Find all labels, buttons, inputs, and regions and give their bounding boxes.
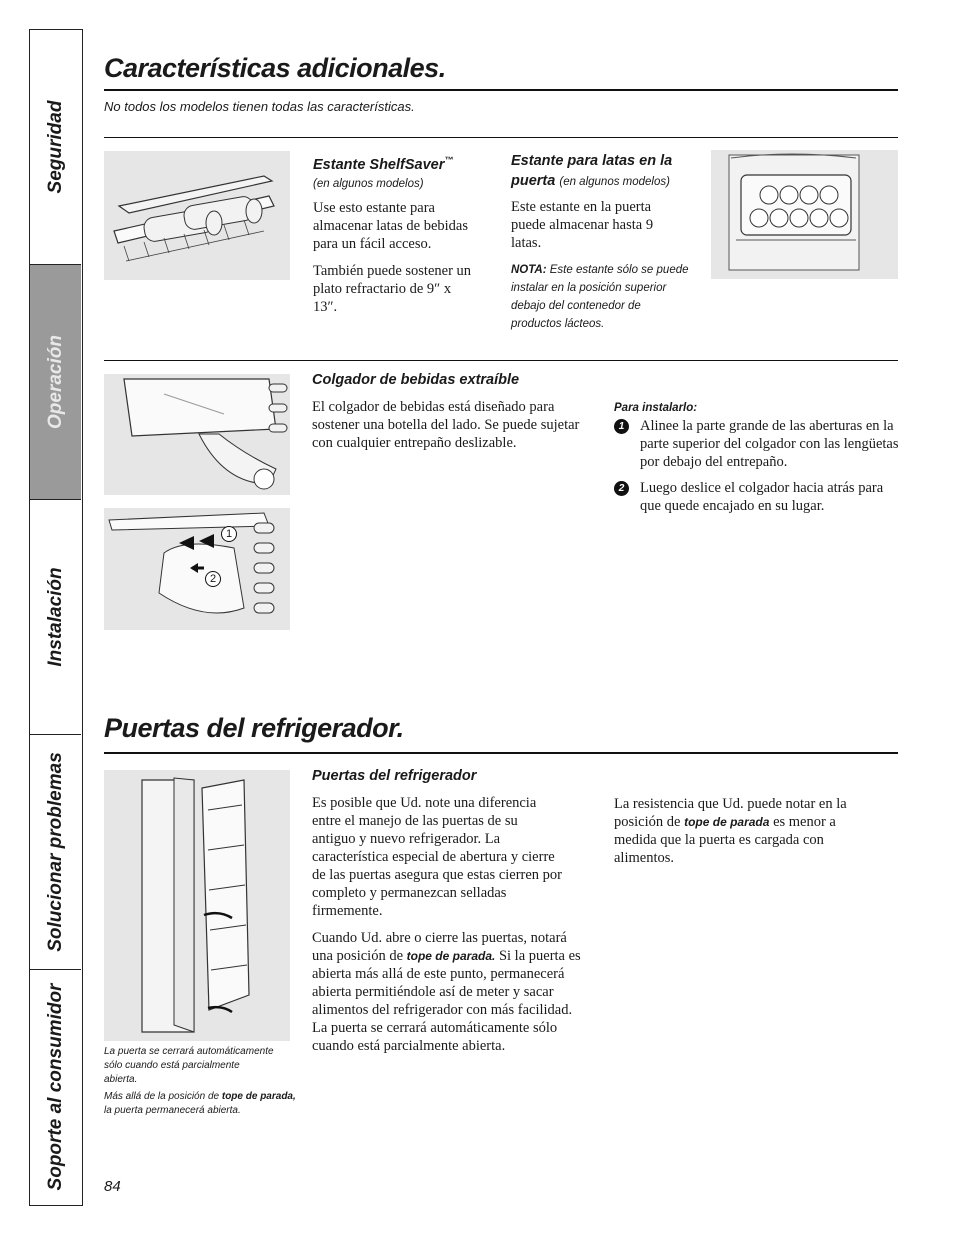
step-row [614,479,899,515]
refrigerator-doors-image [104,770,290,1041]
tab-label: Instalación [44,567,66,667]
can-rack-heading [511,151,697,192]
doors-p3-text: es menor a medida que la puerta es cargada con alimentos. [614,814,836,866]
title-rule [104,89,898,91]
section-subtitle: No todos los modelos tienen todas las características. [104,99,415,114]
section-title-caracteristicas: Características adicionales. [104,53,446,83]
shelfsaver-heading-text: Estante ShelfSaver [313,156,445,173]
tab-instalacion[interactable] [30,500,81,735]
tab-soporte-consumidor[interactable] [30,970,81,1204]
can-rack-note [511,261,691,333]
doors-p3-text: La resistencia que Ud. puede notar en la posición de [614,796,847,830]
tab-label: Soporte al consumidor [44,983,66,1191]
can-rack-models: (en algunos modelos) [559,176,670,188]
can-rack-heading-a: Estante para latas en la [511,153,673,169]
doors-p2-bold: tope de parada. [406,949,496,963]
can-rack-paragraph: Este estante en la puerta puede almacenar hasta 9 latas. [511,199,654,251]
shelfsaver-heading [313,150,493,175]
hanger-install-diagram [104,508,290,630]
doors-paragraph-2 [312,929,590,1055]
tab-operacion[interactable] [30,265,81,500]
shelfsaver-models: (en algunos modelos) [313,177,424,190]
step-text-1: Alinee la parte grande de las aberturas en la parte superior del colgador con las lengüetas por debajo del entrepaño. [640,418,899,470]
can-rack-image [711,150,898,279]
tab-label: Operación [44,335,66,429]
title-rule [104,752,898,754]
note-text: Este estante sólo se puede instalar en la posición superior debajo del contenedor de productos lácteos. [511,264,689,330]
caption-text: Más allá de la posición de [104,1091,220,1102]
doors-block [312,766,592,1055]
divider [104,360,898,361]
step-number-1: 1 [614,419,629,434]
section-title-puertas: Puertas del refrigerador. [104,713,404,743]
can-rack-block [511,151,697,333]
note-label: NOTA: [511,264,547,276]
trademark-symbol: ™ [444,155,454,165]
doors-p3-bold: tope de parada [684,815,770,829]
divider [104,137,898,138]
install-step-2 [614,479,899,519]
doors-caption-2 [104,1090,304,1118]
beverage-hanger-image [104,374,290,495]
step-row [614,417,899,471]
install-steps [614,399,899,519]
shelfsaver-paragraph-1: Use esto estante para almacenar latas de bebidas para un fácil acceso. [313,199,468,252]
caption-bold: tope de parada, [221,1091,296,1102]
install-label: Para instalarlo: [614,402,698,414]
tab-label: Seguridad [44,100,66,194]
side-tab-bar [29,29,83,1206]
doors-p2-text: Cuando Ud. abre o cierre las puertas, notará una posición de [312,930,567,964]
doors-paragraph-1: Es posible que Ud. note una diferencia entre el manejo de las puertas de su antiguo y nuevo refrigerador. La característica especial de abertura y cierre de las puertas asegura que estas cierren por completo y permanezcan selladas firmemente. [312,795,563,919]
shelfsaver-paragraph-2: También puede sostener un plato refractario de 9″ x 13″. [313,262,472,315]
shelfsaver-block [313,150,493,316]
tab-solucionar-problemas[interactable] [30,735,81,970]
can-rack-heading-b: puerta [511,173,556,189]
hanger-block [312,370,592,452]
hanger-paragraph: El colgador de bebidas está diseñado para sostener una botella del lado. Se puede sujetar con cualquier entrepaño deslizable. [312,399,580,451]
doors-paragraph-3 [614,795,866,867]
tab-label: Solucionar problemas [44,752,66,952]
step-number-2: 2 [614,481,629,496]
doors-caption-1: La puerta se cerrará automáticamente sólo cuando está parcialmente abierta. [104,1046,274,1085]
doors-heading: Puertas del refrigerador [312,768,477,784]
step-text-2: Luego deslice el colgador hacia atrás para que quede encajado en su lugar. [640,480,884,514]
install-step-1 [614,417,899,479]
page-number: 84 [104,1178,121,1195]
shelfsaver-image [104,151,290,280]
doors-p2-text: Si la puerta es abierta más allá de este punto, permanecerá abierta permitiéndole así de meter y sacar alimentos del refrigerador con más facilidad. La puerta se cerrará automáticamente sólo cuando está parcialmente abierta. [312,948,581,1054]
caption-text: la puerta permanecerá abierta. [104,1105,241,1116]
diagram-callout-1: 1 [221,526,237,542]
tab-seguridad[interactable] [30,30,81,265]
diagram-callout-2: 2 [205,571,221,587]
hanger-heading: Colgador de bebidas extraíble [312,372,520,388]
